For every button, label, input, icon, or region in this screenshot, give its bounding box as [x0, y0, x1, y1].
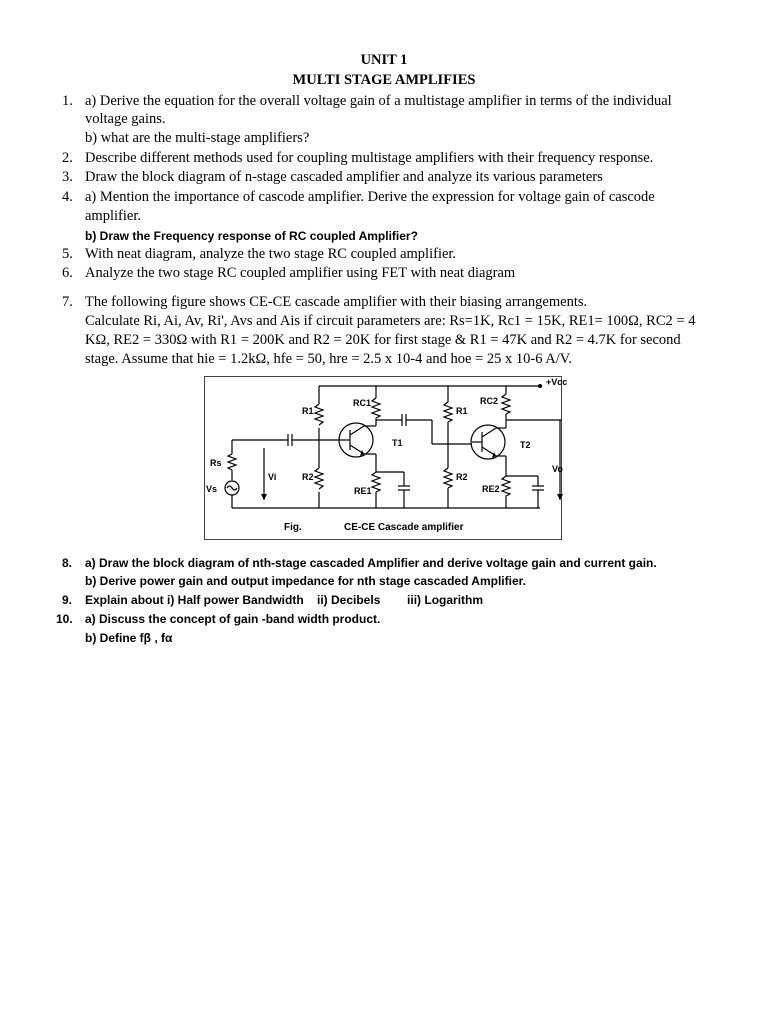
question-6-text: Analyze the two stage RC coupled amplifier using FET with neat diagram [85, 265, 516, 281]
label-r1-stage2: R1 [456, 406, 468, 416]
question-4-line-1: a) Mention the importance of cascode amplifier. Derive the expression for voltage gain of cascode [85, 189, 655, 205]
question-7-line-3: KΩ, RE2 = 330Ω with R1 = 200K and R2 = 20K for first stage & R1 = 47K and R2 = 4.7K for second [85, 332, 681, 348]
label-rc1: RC1 [353, 398, 372, 408]
question-1-number: 1. [62, 93, 73, 109]
label-vi: Vi [268, 472, 277, 482]
question-3-text: Draw the block diagram of n-stage cascaded amplifier and analyze its various parameters [85, 169, 603, 185]
question-4-line-3: b) Draw the Frequency response of RC coupled Amplifier? [85, 229, 418, 243]
label-re1: RE1 [354, 486, 372, 496]
page-title: MULTI STAGE AMPLIFIES [292, 72, 476, 88]
label-r1-stage1: R1 [302, 406, 314, 416]
question-5-text: With neat diagram, analyze the two stage RC coupled amplifier. [85, 246, 457, 262]
label-rc2: RC2 [480, 396, 499, 406]
ce-ce-cascade-circuit [204, 376, 568, 540]
question-2-text: Describe different methods used for coupling multistage amplifiers with their frequency response. [85, 150, 654, 166]
question-9-text: Explain about i) Half power Bandwidth ii) Decibels iii) Logarithm [85, 593, 484, 607]
question-10-number: 10. [56, 612, 73, 626]
question-8-line-1: a) Draw the block diagram of nth-stage cascaded Amplifier and derive voltage gain and current gain. [85, 556, 657, 570]
question-1-line-2: voltage gains. [85, 111, 166, 127]
question-7-number: 7. [62, 294, 73, 310]
question-8-number: 8. [62, 556, 73, 570]
label-vs: Vs [206, 484, 218, 494]
label-t2: T2 [520, 440, 531, 450]
label-vcc: +Vcc [546, 377, 568, 387]
question-1-line-3: b) what are the multi-stage amplifiers? [85, 130, 310, 146]
question-4-number: 4. [62, 189, 73, 205]
label-r2-stage1: R2 [302, 472, 314, 482]
label-r2-stage2: R2 [456, 472, 468, 482]
figure-caption-label: Fig. [284, 522, 302, 533]
question-2-number: 2. [62, 150, 73, 166]
question-7-line-2: Calculate Ri, Ai, Av, Ri', Avs and Ais if circuit parameters are: Rs=1K, Rc1 = 15K, RE1= 100Ω, RC2 = 4 [85, 313, 696, 329]
question-5-number: 5. [62, 246, 73, 262]
label-t1: T1 [392, 438, 403, 448]
circuit-figure [204, 376, 568, 540]
question-10-line-2: b) Define fβ , fα [85, 631, 173, 645]
question-7-line-1: The following figure shows CE-CE cascade amplifier with their biasing arrangements. [85, 294, 588, 310]
label-rs: Rs [210, 458, 222, 468]
question-6-number: 6. [62, 265, 73, 281]
figure-caption-text: CE-CE Cascade amplifier [344, 522, 464, 533]
label-vo: Vo [552, 464, 563, 474]
question-1-line-1: a) Derive the equation for the overall voltage gain of a multistage amplifier in terms of the individual [85, 93, 672, 109]
question-8-line-2: b) Derive power gain and output impedance for nth stage cascaded Amplifier. [85, 574, 526, 588]
question-10-line-1: a) Discuss the concept of gain -band width product. [85, 612, 381, 626]
label-re2: RE2 [482, 484, 500, 494]
unit-heading: UNIT 1 [360, 52, 408, 68]
question-3-number: 3. [62, 169, 73, 185]
question-9-number: 9. [62, 593, 73, 607]
question-4-line-2: amplifier. [85, 208, 141, 224]
question-7-line-4: stage. Assume that hie = 1.2kΩ, hfe = 50, hre = 2.5 x 10-4 and hoe = 25 x 10-6 A/V. [85, 351, 573, 367]
